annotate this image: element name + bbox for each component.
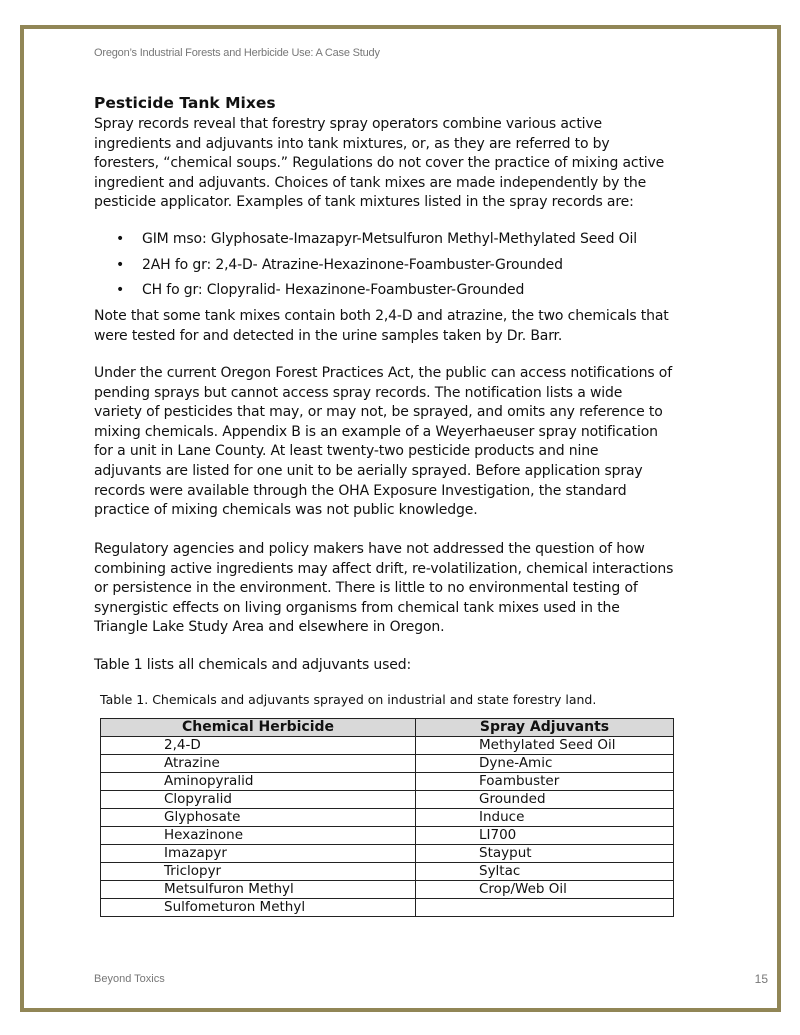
table-intro-text: Table 1 lists all chemicals and adjuvants used: — [94, 657, 412, 673]
text-line: Regulatory agencies and policy makers have not addressed the question of how — [94, 541, 645, 557]
text-line: pending sprays but cannot access spray records. The notification lists a wide — [94, 384, 623, 401]
adjuvant-cell: Grounded — [416, 791, 674, 809]
text-line: ingredient and adjuvants. Choices of tank mixes are made independently by the — [94, 174, 647, 191]
list-item — [116, 282, 524, 298]
table-row — [101, 809, 674, 827]
table-caption: Table 1. Chemicals and adjuvants sprayed on industrial and state forestry land. — [100, 692, 597, 707]
text-line: variety of pesticides that may, or may not, be sprayed, and omits any reference to — [94, 404, 663, 421]
text-line: records were available through the OHA Exposure Investigation, the standard — [94, 482, 627, 499]
paragraph-intro — [94, 115, 734, 213]
adjuvant-cell — [416, 899, 674, 917]
adjuvant-cell: Crop/Web Oil — [416, 881, 674, 899]
list-item-text: 2AH fo gr: 2,4-D- Atrazine-Hexazinone-Foambuster-Grounded — [142, 256, 563, 273]
text-line: Under the current Oregon Forest Practices Act, the public can access notifications of — [94, 365, 672, 381]
adjuvant-cell: LI700 — [416, 827, 674, 845]
table-row — [101, 845, 674, 863]
herbicide-cell: Sulfometuron Methyl — [101, 899, 416, 917]
list-item-text: GIM mso: Glyphosate-Imazapyr-Metsulfuron Methyl-Methylated Seed Oil — [142, 231, 638, 247]
page-number: 15 — [754, 972, 768, 986]
list-item — [116, 257, 563, 273]
bullet-icon: • — [116, 282, 125, 298]
text-line: pesticide applicator. Examples of tank mixtures listed in the spray records are: — [94, 194, 634, 211]
text-line: mixing chemicals. Appendix B is an example of a Weyerhaeuser spray notification — [94, 423, 658, 440]
column-header-herbicide: Chemical Herbicide — [101, 719, 416, 737]
list-item — [116, 231, 637, 247]
herbicide-cell: Imazapyr — [101, 845, 416, 863]
herbicide-cell: Clopyralid — [101, 791, 416, 809]
adjuvant-cell: Dyne-Amic — [416, 755, 674, 773]
table-row — [101, 863, 674, 881]
table-row — [101, 773, 674, 791]
text-line: combining active ingredients may affect drift, re-volatilization, chemical interactions — [94, 560, 674, 577]
text-line: for a unit in Lane County. At least twenty-two pesticide products and nine — [94, 443, 599, 460]
table-row — [101, 755, 674, 773]
herbicide-cell: Glyphosate — [101, 809, 416, 827]
herbicide-cell: Aminopyralid — [101, 773, 416, 791]
herbicide-cell: Atrazine — [101, 755, 416, 773]
paragraph-table-intro — [94, 656, 734, 676]
text-line: Note that some tank mixes contain both 2,4-D and atrazine, the two chemicals that — [94, 308, 669, 324]
running-header: Oregon’s Industrial Forests and Herbicide Use: A Case Study — [94, 47, 380, 59]
adjuvant-cell: Syltac — [416, 863, 674, 881]
herbicide-cell: 2,4-D — [101, 737, 416, 755]
table-row — [101, 899, 674, 917]
chemicals-table — [100, 718, 674, 917]
herbicide-cell: Metsulfuron Methyl — [101, 881, 416, 899]
bullet-icon: • — [116, 231, 125, 247]
text-line: adjuvants are listed for one unit to be aerially sprayed. Before application spray — [94, 462, 643, 479]
paragraph-forest-practices — [94, 364, 734, 521]
adjuvant-cell: Induce — [416, 809, 674, 827]
table-row — [101, 881, 674, 899]
text-line: synergistic effects on living organisms from chemical tank mixes used in the — [94, 599, 620, 616]
paragraph-regulatory — [94, 540, 734, 638]
footer-org: Beyond Toxics — [94, 973, 165, 985]
table-row — [101, 791, 674, 809]
list-item-text: CH fo gr: Clopyralid- Hexazinone-Foambuster-Grounded — [142, 282, 525, 298]
text-line: foresters, “chemical soups.” Regulations do not cover the practice of mixing active — [94, 155, 665, 172]
text-line: Spray records reveal that forestry spray operators combine various active — [94, 116, 603, 132]
table-row — [101, 827, 674, 845]
adjuvant-cell: Stayput — [416, 845, 674, 863]
text-line: ingredients and adjuvants into tank mixtures, or, as they are referred to by — [94, 135, 610, 152]
section-title: Pesticide Tank Mixes — [94, 94, 276, 112]
bullet-icon: • — [116, 256, 125, 273]
herbicide-cell: Hexazinone — [101, 827, 416, 845]
table-row — [101, 737, 674, 755]
herbicide-cell: Triclopyr — [101, 863, 416, 881]
adjuvant-cell: Methylated Seed Oil — [416, 737, 674, 755]
adjuvant-cell: Foambuster — [416, 773, 674, 791]
paragraph-note — [94, 307, 734, 346]
text-line: were tested for and detected in the urine samples taken by Dr. Barr. — [94, 327, 563, 344]
text-line: Triangle Lake Study Area and elsewhere in Oregon. — [94, 619, 445, 636]
text-line: or persistence in the environment. There is little to no environmental testing of — [94, 580, 638, 597]
column-header-adjuvants: Spray Adjuvants — [416, 719, 674, 737]
text-line: practice of mixing chemicals was not public knowledge. — [94, 502, 478, 519]
